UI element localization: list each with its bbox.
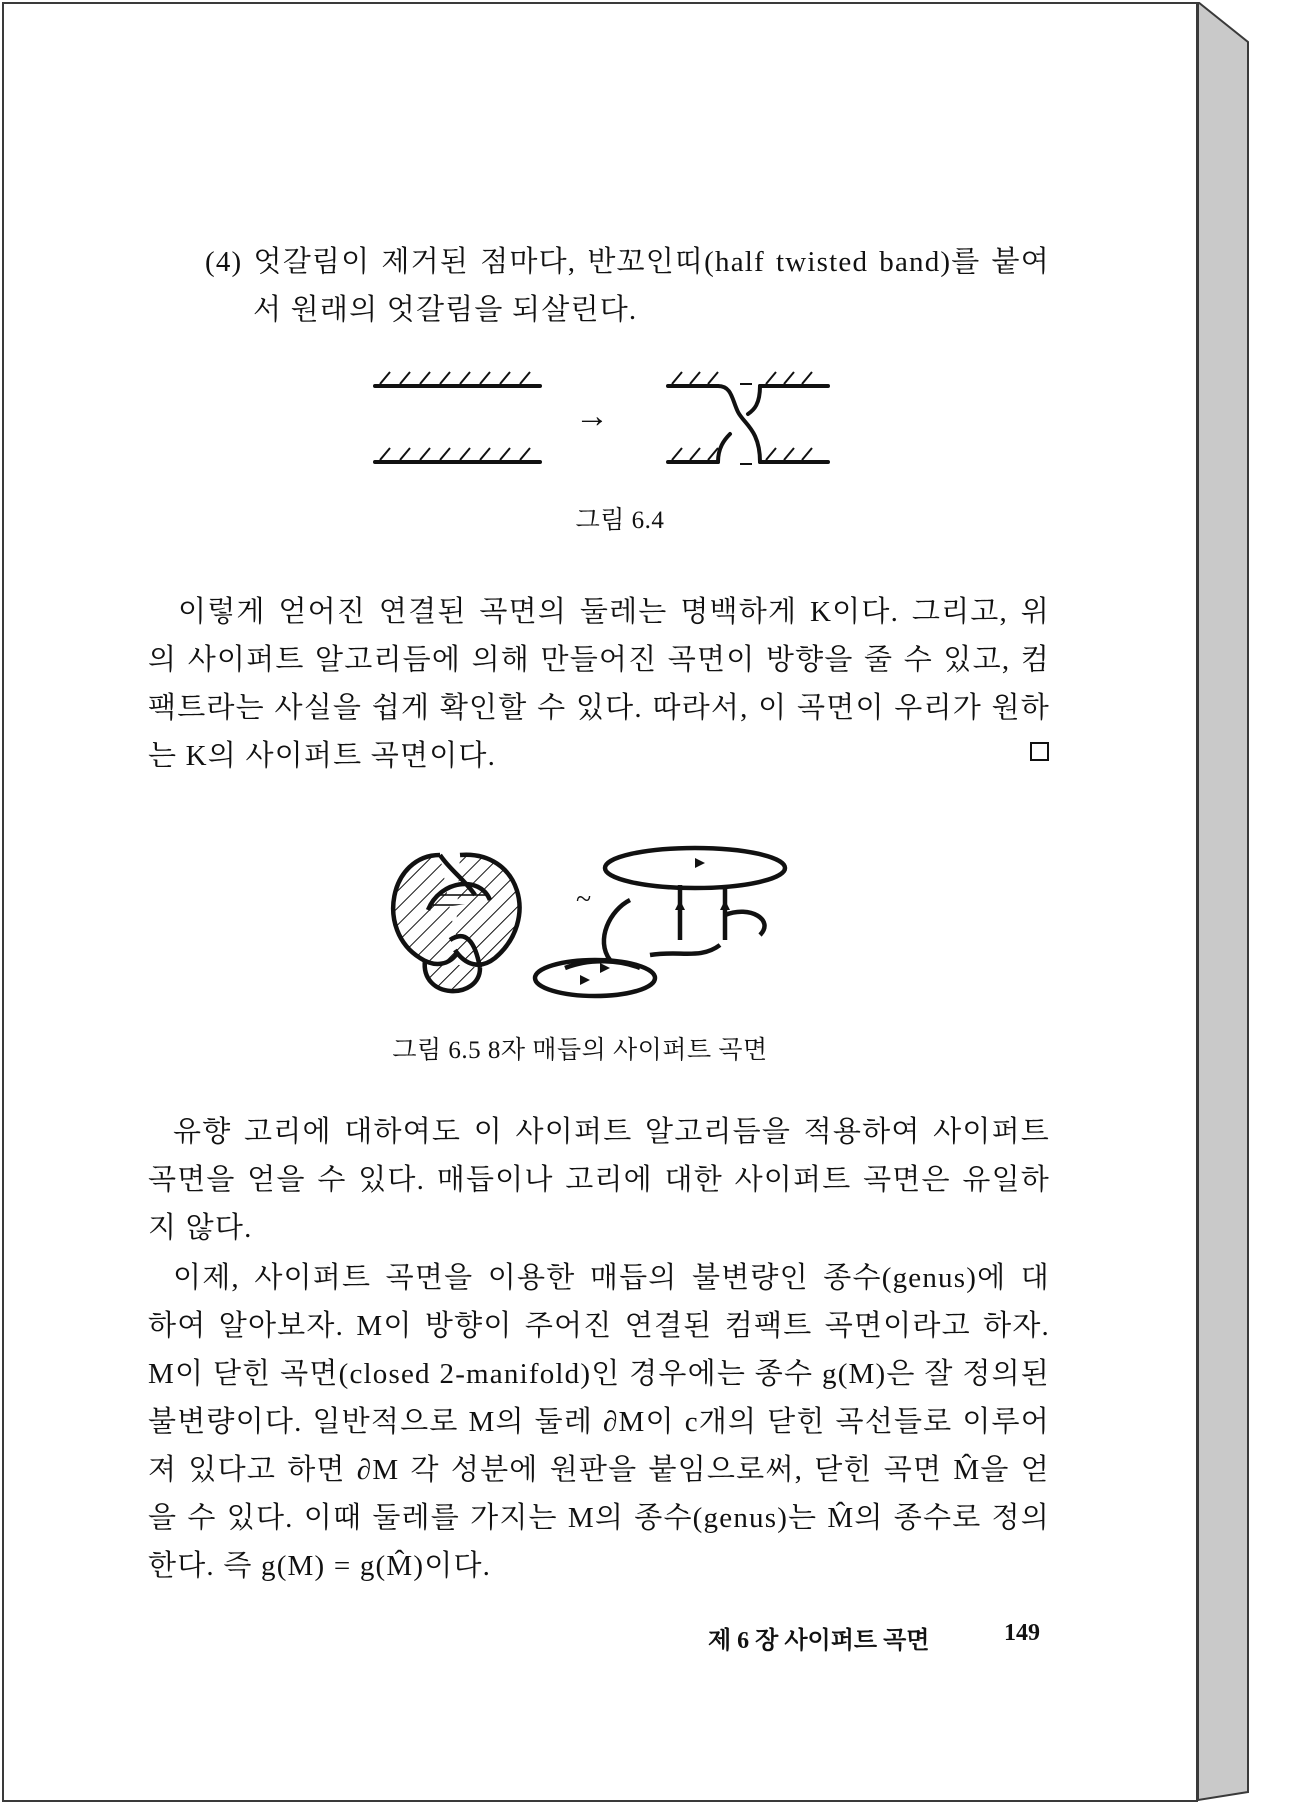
paragraph-3-line-5: 져 있다고 하면 ∂M 각 성분에 원판을 붙임으로써, 닫힌 곡면 M̂을 얻 bbox=[148, 1454, 1050, 1486]
paragraph-3-line-1: 이제, 사이퍼트 곡면을 이용한 매듭의 불변량인 종수(genus)에 대 bbox=[173, 1262, 1050, 1294]
figure-6-5-drawing bbox=[380, 840, 830, 1010]
paragraph-1-line-1: 이렇게 얻어진 연결된 곡면의 둘레는 명백하게 K이다. 그리고, 위 bbox=[178, 596, 1050, 628]
paragraph-2-line-3: 지 않다. bbox=[148, 1212, 253, 1244]
item-4-line-1: (4) 엇갈림이 제거된 점마다, 반꼬인띠(half twisted band)를 붙여 bbox=[205, 246, 1050, 278]
paragraph-3-line-6: 을 수 있다. 이때 둘레를 가지는 M의 종수(genus)는 M̂의 종수로 정의 bbox=[148, 1502, 1050, 1534]
paragraph-3-line-2: 하여 알아보자. M이 방향이 주어진 연결된 컴팩트 곡면이라고 하자. bbox=[148, 1310, 1050, 1342]
footer-chapter: 제 6 장 사이퍼트 곡면 bbox=[708, 1628, 930, 1654]
item-4-line-2: 서 원래의 엇갈림을 되살린다. bbox=[253, 294, 638, 326]
paragraph-2 bbox=[148, 1108, 1050, 1252]
figure-6-5-caption: 그림 6.5 8자 매듭의 사이퍼트 곡면 bbox=[392, 1037, 768, 1064]
figure-6-5-tilde: ~ bbox=[576, 884, 592, 915]
paragraph-3 bbox=[148, 1254, 1050, 1590]
paragraph-2-line-2: 곡면을 얻을 수 있다. 매듭이나 고리에 대한 사이퍼트 곡면은 유일하 bbox=[148, 1164, 1050, 1196]
item-4 bbox=[205, 238, 1050, 334]
qed-box-icon bbox=[1030, 742, 1049, 761]
paragraph-3-line-7: 한다. 즉 g(M) = g(M̂)이다. bbox=[148, 1550, 492, 1582]
paragraph-2-line-1: 유향 고리에 대하여도 이 사이퍼트 알고리듬을 적용하여 사이퍼트 bbox=[173, 1116, 1050, 1148]
page-side-thickness bbox=[1198, 2, 1288, 1802]
paragraph-1-line-3: 팩트라는 사실을 쉽게 확인할 수 있다. 따라서, 이 곡면이 우리가 원하 bbox=[148, 692, 1050, 724]
footer-page-number: 149 bbox=[1004, 1620, 1040, 1646]
paragraph-1 bbox=[148, 588, 1050, 780]
paragraph-1-line-2: 의 사이퍼트 알고리듬에 의해 만들어진 곡면이 방향을 줄 수 있고, 컴 bbox=[148, 644, 1050, 676]
paragraph-1-line-4: 는 K의 사이퍼트 곡면이다. bbox=[148, 740, 497, 772]
figure-6-4-caption: 그림 6.4 bbox=[575, 507, 665, 534]
figure-6-4-arrow: → bbox=[575, 398, 609, 435]
paragraph-3-line-4: 불변량이다. 일반적으로 M의 둘레 ∂M이 c개의 닫힌 곡선들로 이루어 bbox=[148, 1406, 1050, 1438]
paragraph-3-line-3: M이 닫힌 곡면(closed 2-manifold)인 경우에는 종수 g(M)은 잘 정의된 bbox=[148, 1358, 1050, 1390]
